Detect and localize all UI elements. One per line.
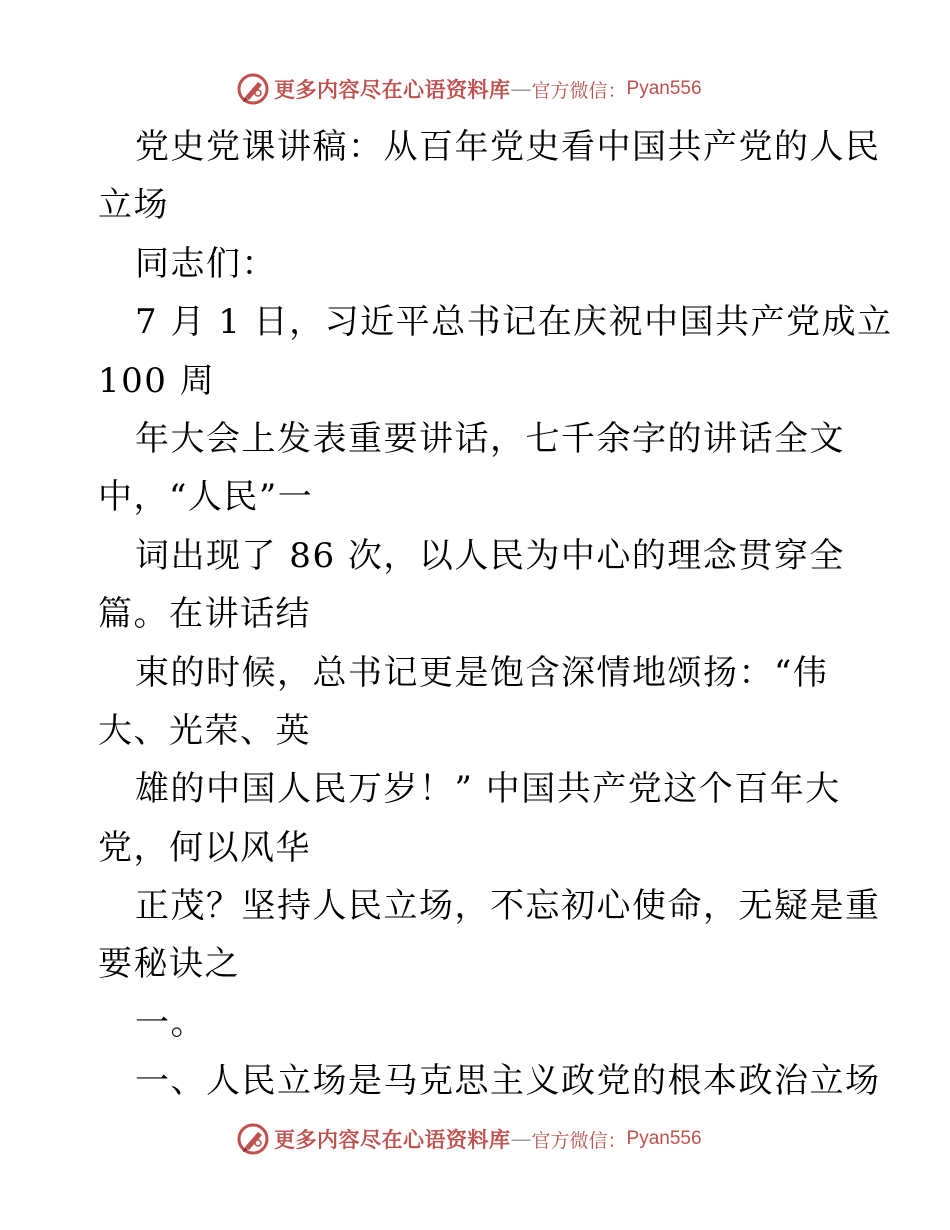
pen-logo-icon	[236, 1122, 270, 1156]
banner-wechat-id: Pyan556	[626, 1128, 702, 1149]
pen-logo-icon	[236, 72, 270, 106]
footer-banner	[236, 1122, 702, 1156]
banner-main-text: 更多内容尽在心语资料库	[274, 1128, 511, 1152]
banner-sub-text: 官方微信：	[531, 79, 627, 102]
banner-dash: —	[510, 77, 532, 101]
text-line: 100 周	[98, 360, 216, 401]
text-line: 要秘诀之	[98, 944, 240, 985]
banner-main-text: 更多内容尽在心语资料库	[274, 78, 511, 102]
text-line: 同志们：	[135, 243, 277, 284]
text-line: 中，“人民”一	[98, 477, 314, 518]
text-line: 一、人民立场是马克思主义政党的根本政治立场	[135, 1061, 881, 1102]
text-line: 雄的中国人民万岁！” 中国共产党这个百年大	[135, 769, 841, 810]
text-line: 立场	[98, 185, 169, 226]
text-line: 党，何以风华	[98, 827, 311, 868]
banner-sub-text: 官方微信：	[531, 1129, 627, 1152]
document-body	[98, 118, 893, 1111]
text-line: 党史党课讲稿：从百年党史看中国共产党的人民	[135, 127, 881, 167]
text-line: 词出现了 86 次，以人民为中心的理念贯穿全	[135, 535, 845, 576]
text-line: 一。	[135, 1002, 206, 1043]
header-banner	[236, 72, 702, 106]
text-line: 7 月 1 日，习近平总书记在庆祝中国共产党成立	[135, 302, 893, 343]
banner-wechat-id: Pyan556	[626, 78, 702, 99]
text-line: 正茂？坚持人民立场，不忘初心使命，无疑是重	[135, 886, 881, 927]
text-line: 篇。在讲话结	[98, 594, 311, 635]
text-line: 年大会上发表重要讲话，七千余字的讲话全文	[135, 418, 845, 459]
text-line: 大、光荣、英	[98, 710, 311, 751]
text-line: 束的时候，总书记更是饱含深情地颂扬：“伟	[135, 652, 829, 693]
banner-dash: —	[510, 1127, 532, 1151]
